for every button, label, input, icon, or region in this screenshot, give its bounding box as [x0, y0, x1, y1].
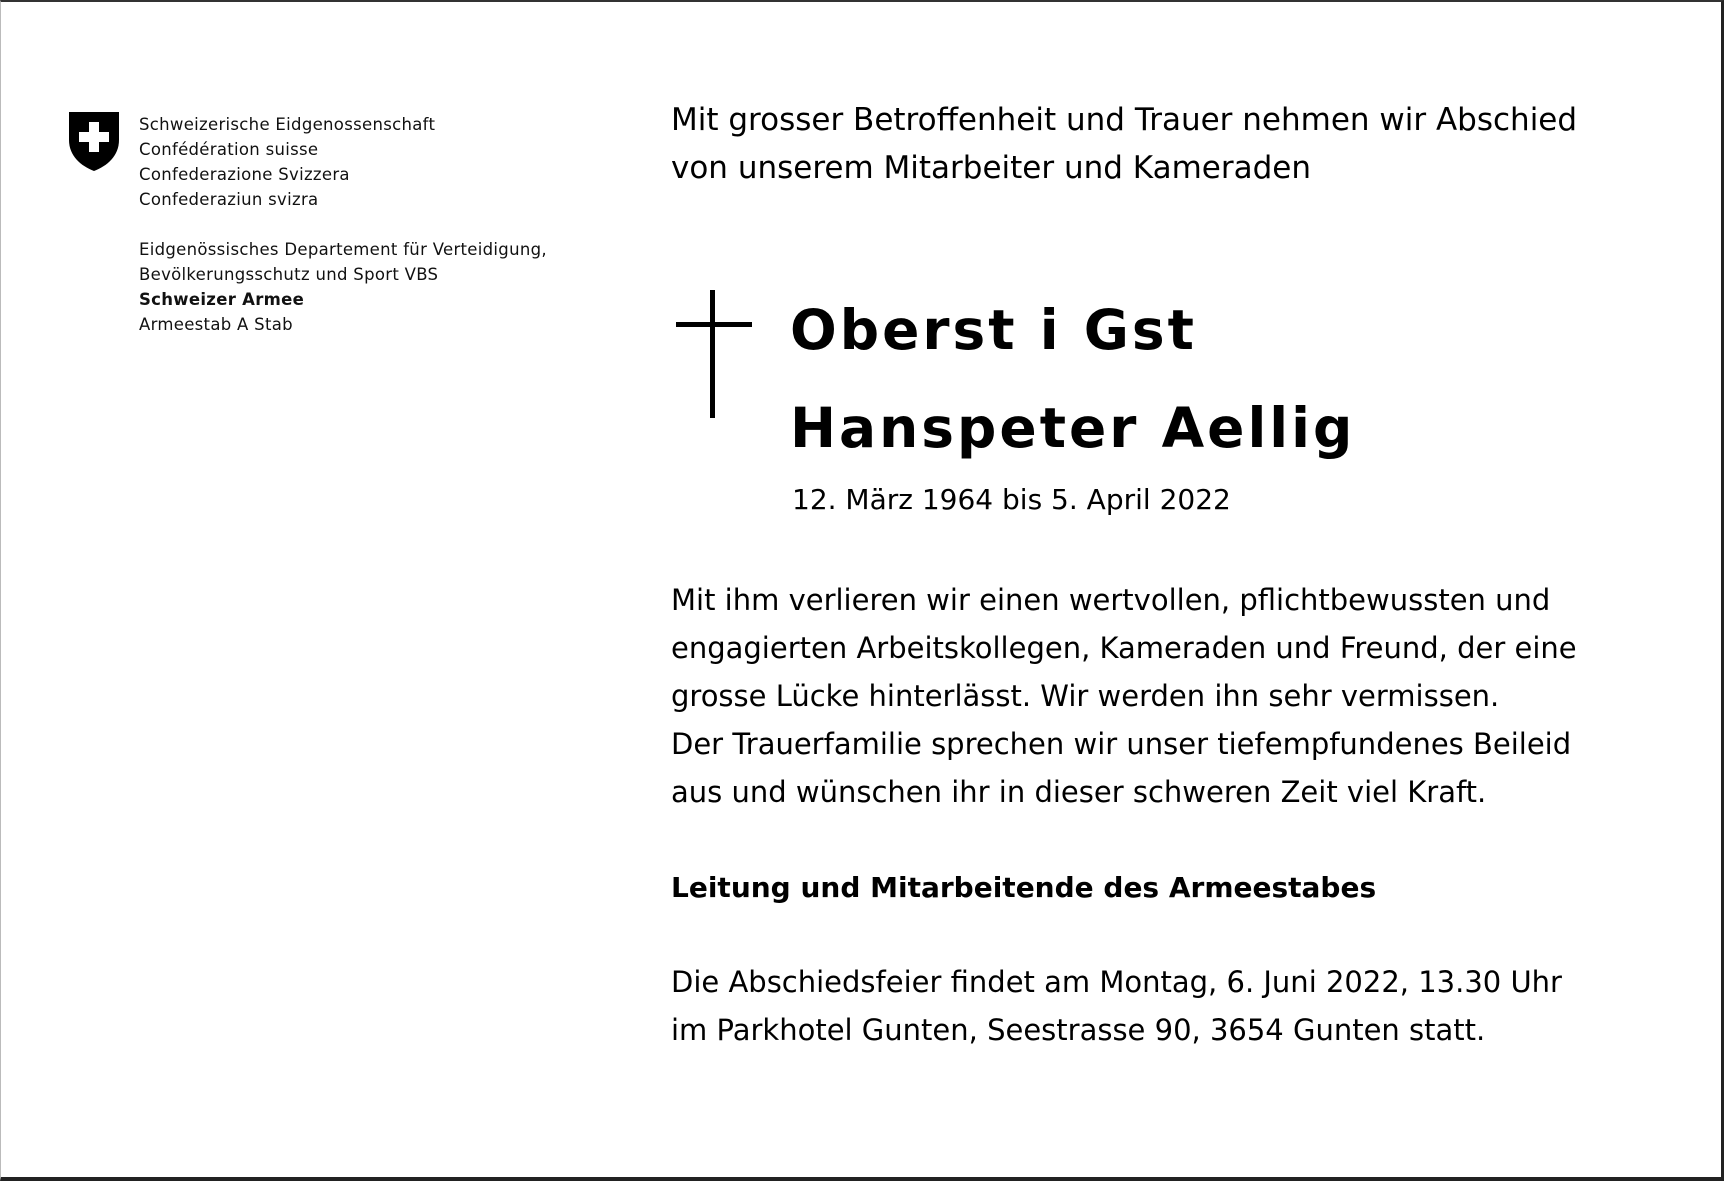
- intro-line-1: Mit grosser Betroffenheit und Trauer nehmen wir Abschied: [671, 102, 1578, 138]
- unit-name: Schweizer Armee: [139, 290, 305, 309]
- body-line-5: aus und wünschen ihr in dieser schweren Zeit viel Kraft.: [671, 775, 1487, 809]
- sub-unit-name: Armeestab A Stab: [139, 315, 293, 334]
- spacer: [139, 212, 547, 237]
- intro-line-2: von unserem Mitarbeiter und Kameraden: [671, 150, 1311, 186]
- org-name-de: Schweizerische Eidgenossenschaft: [139, 115, 436, 134]
- ceremony-info: [671, 958, 1562, 1054]
- org-name-it: Confederazione Svizzera: [139, 165, 350, 184]
- ceremony-line-1: Die Abschiedsfeier findet am Montag, 6. Juni 2022, 13.30 Uhr: [671, 965, 1562, 999]
- organization-block: [139, 112, 547, 337]
- department-line-1: Eidgenössisches Departement für Verteidigung,: [139, 240, 547, 259]
- department-line-2: Bevölkerungsschutz und Sport VBS: [139, 265, 439, 284]
- body-line-3: grosse Lücke hinterlässt. Wir werden ihn sehr vermissen.: [671, 679, 1500, 713]
- body-line-1: Mit ihm verlieren wir einen wertvollen, pflichtbewussten und: [671, 583, 1551, 617]
- deceased-rank: Oberst i Gst: [790, 298, 1197, 362]
- org-name-fr: Confédération suisse: [139, 140, 319, 159]
- cross-icon: [676, 290, 752, 418]
- body-line-4: Der Trauerfamilie sprechen wir unser tiefempfundenes Beileid: [671, 727, 1572, 761]
- ceremony-line-2: im Parkhotel Gunten, Seestrasse 90, 3654 Gunten statt.: [671, 1013, 1486, 1047]
- life-dates: 12. März 1964 bis 5. April 2022: [792, 483, 1231, 516]
- deceased-name: Hanspeter Aellig: [790, 396, 1356, 460]
- signature-line: Leitung und Mitarbeitende des Armeestabes: [671, 871, 1377, 904]
- org-name-rm: Confederaziun svizra: [139, 190, 319, 209]
- body-line-2: engagierten Arbeitskollegen, Kameraden und Freund, der eine: [671, 631, 1577, 665]
- condolence-text: [671, 576, 1577, 816]
- intro-text: [671, 96, 1577, 192]
- swiss-shield-icon: [67, 110, 121, 172]
